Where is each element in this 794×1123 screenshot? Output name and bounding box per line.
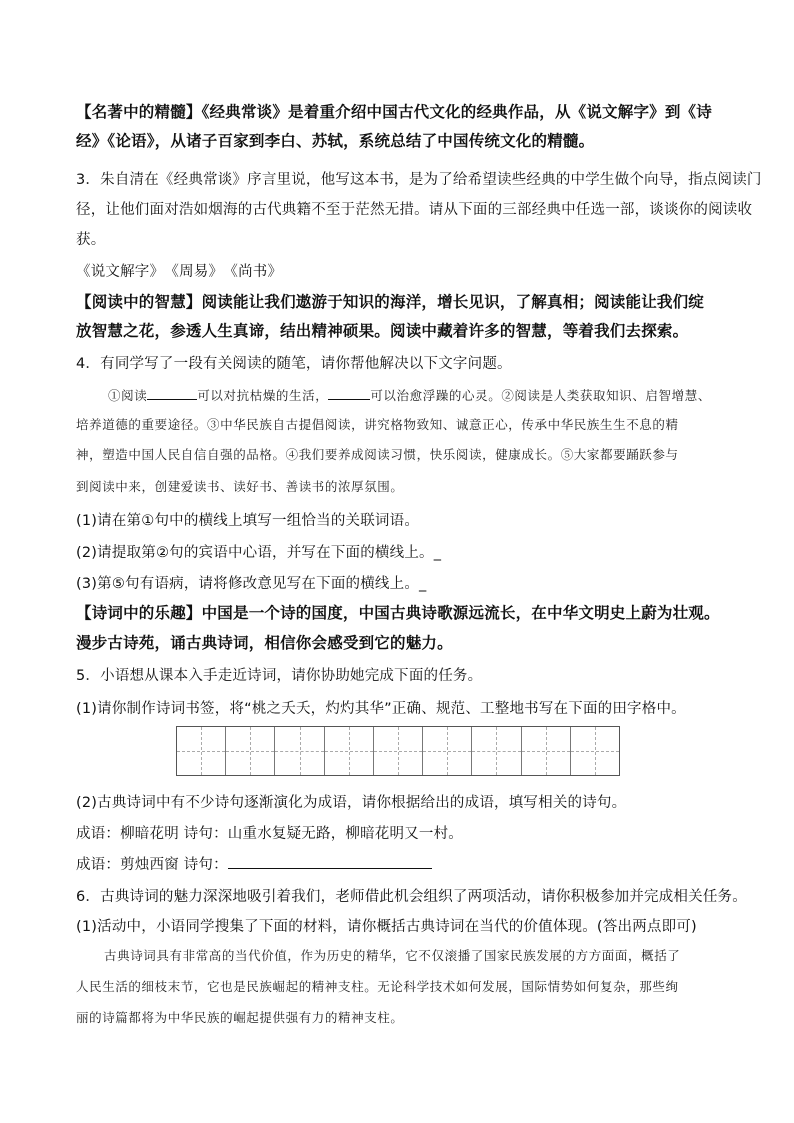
sub-question-5-1: (1)请你制作诗词书签，将“桃之夭夭，灼灼其华”正确、规范、工整地书写在下面的田字格中。 xyxy=(76,701,686,717)
essay-sentence-1-start: ①阅读 xyxy=(108,388,148,403)
grid-cell[interactable] xyxy=(423,727,472,775)
blank-1[interactable] xyxy=(147,385,197,400)
idiom-example-1: 成语：柳暗花明 诗句：山重水复疑无路，柳暗花明又一村。 xyxy=(76,826,464,842)
question-5-text: 5．小语想从课本入手走近诗词，请你协助她完成下面的任务。 xyxy=(76,668,483,684)
section-heading-poetry: 【诗词中的乐趣】中国是一个诗的国度，中国古典诗歌源远流长，在中华文明史上蔚为壮观。 xyxy=(76,604,720,622)
sub-question-4-2: (2)请提取第②句的宾语中心语，并写在下面的横线上。_ xyxy=(76,545,442,561)
sub-question-6-1: (1)活动中，小语同学搜集了下面的材料，请你概括古典诗词在当代的价值体现。(答出两点即可) xyxy=(76,919,697,935)
idiom-example-2 xyxy=(76,853,432,874)
grid-cell[interactable] xyxy=(472,727,521,775)
grid-cell[interactable] xyxy=(571,727,619,775)
material-passage-line-3: 丽的诗篇都将为中华民族的崛起提供强有力的精神支柱。 xyxy=(76,1010,404,1025)
grid-cell[interactable] xyxy=(275,727,324,775)
essay-passage-line-3: 神，塑造中国人民自信自强的品格。④我们要养成阅读习惯，快乐阅读，健康成长。⑤大家都要踊跃参与 xyxy=(76,447,679,462)
essay-passage-line-1 xyxy=(108,385,711,404)
question-3-text-cont: 径，让他们面对浩如烟海的古代典籍不至于茫然无措。请从下面的三部经典中任选一部，谈谈你的阅读收 xyxy=(76,202,753,218)
grid-cell[interactable] xyxy=(226,727,275,775)
classic-book-options: 《说文解字》 《周易》 《尚书》 xyxy=(76,264,283,280)
idiom-example-2-label: 成语：剪烛西窗 诗句： xyxy=(76,857,228,873)
essay-sentence-1-end: 可以治愈浮躁的心灵。②阅读是人类获取知识、启智增慧、 xyxy=(370,388,711,403)
grid-cell[interactable] xyxy=(522,727,571,775)
section-heading-reading-cont: 放智慧之花，参透人生真谛，结出精神硕果。阅读中藏着许多的智慧，等着我们去探索。 xyxy=(76,322,689,340)
question-4-text: 4．有同学写了一段有关阅读的随笔，请你帮他解决以下文字问题。 xyxy=(76,356,512,372)
section-heading-reading: 【阅读中的智慧】阅读能让我们遨游于知识的海洋，增长见识，了解真相；阅读能让我们绽 xyxy=(76,293,705,311)
section-heading-classics: 【名著中的精髓】《经典常谈》是着重介绍中国古代文化的经典作品，从《说文解字》到《诗 xyxy=(76,103,712,121)
question-6-text: 6．古典诗词的魅力深深地吸引着我们，老师借此机会组织了两项活动，请你积极参加并完成相关任务。 xyxy=(76,889,747,905)
poem-answer-blank[interactable] xyxy=(228,854,432,869)
section-heading-classics-cont: 经》《论语》，从诸子百家到李白、苏轼，系统总结了中国传统文化的精髓。 xyxy=(76,132,595,150)
grid-cell[interactable] xyxy=(374,727,423,775)
grid-cell[interactable] xyxy=(325,727,374,775)
section-heading-poetry-cont: 漫步古诗苑，诵古典诗词，相信你会感受到它的魅力。 xyxy=(76,634,453,652)
sub-question-4-3: (3)第⑤句有语病，请将修改意见写在下面的横线上。_ xyxy=(76,576,427,592)
material-passage-line-2: 人民生活的细枝末节，它也是民族崛起的精神支柱。无论科学技术如何发展，国际情势如何复杂，那些绚 xyxy=(76,979,679,994)
sub-question-5-2: (2)古典诗词中有不少诗句逐渐演化为成语，请你根据给出的成语，填写相关的诗句。 xyxy=(76,795,627,811)
essay-passage-line-2: 培养道德的重要途径。③中华民族自古提倡阅读，讲究格物致知、诚意正心，传承中华民族生生不息的精 xyxy=(76,417,679,432)
tianzige-writing-grid[interactable] xyxy=(176,726,620,776)
question-3-text-end: 获。 xyxy=(76,232,106,248)
grid-cell[interactable] xyxy=(177,727,226,775)
material-passage-line-1: 古典诗词具有非常高的当代价值，作为历史的精华，它不仅滚播了国家民族发展的方方面面，概括了 xyxy=(104,948,681,963)
question-3-text: 3．朱自清在《经典常谈》序言里说，他写这本书，是为了给希望读些经典的中学生做个向导，指点阅读门 xyxy=(76,172,762,188)
essay-sentence-1-mid: 可以对抗枯燥的生活， xyxy=(197,388,329,403)
blank-2[interactable] xyxy=(328,385,370,400)
essay-passage-line-4: 到阅读中来，创建爱读书、读好书、善读书的浓厚氛围。 xyxy=(76,479,404,494)
sub-question-4-1: (1)请在第①句中的横线上填写一组恰当的关联词语。 xyxy=(76,513,420,529)
